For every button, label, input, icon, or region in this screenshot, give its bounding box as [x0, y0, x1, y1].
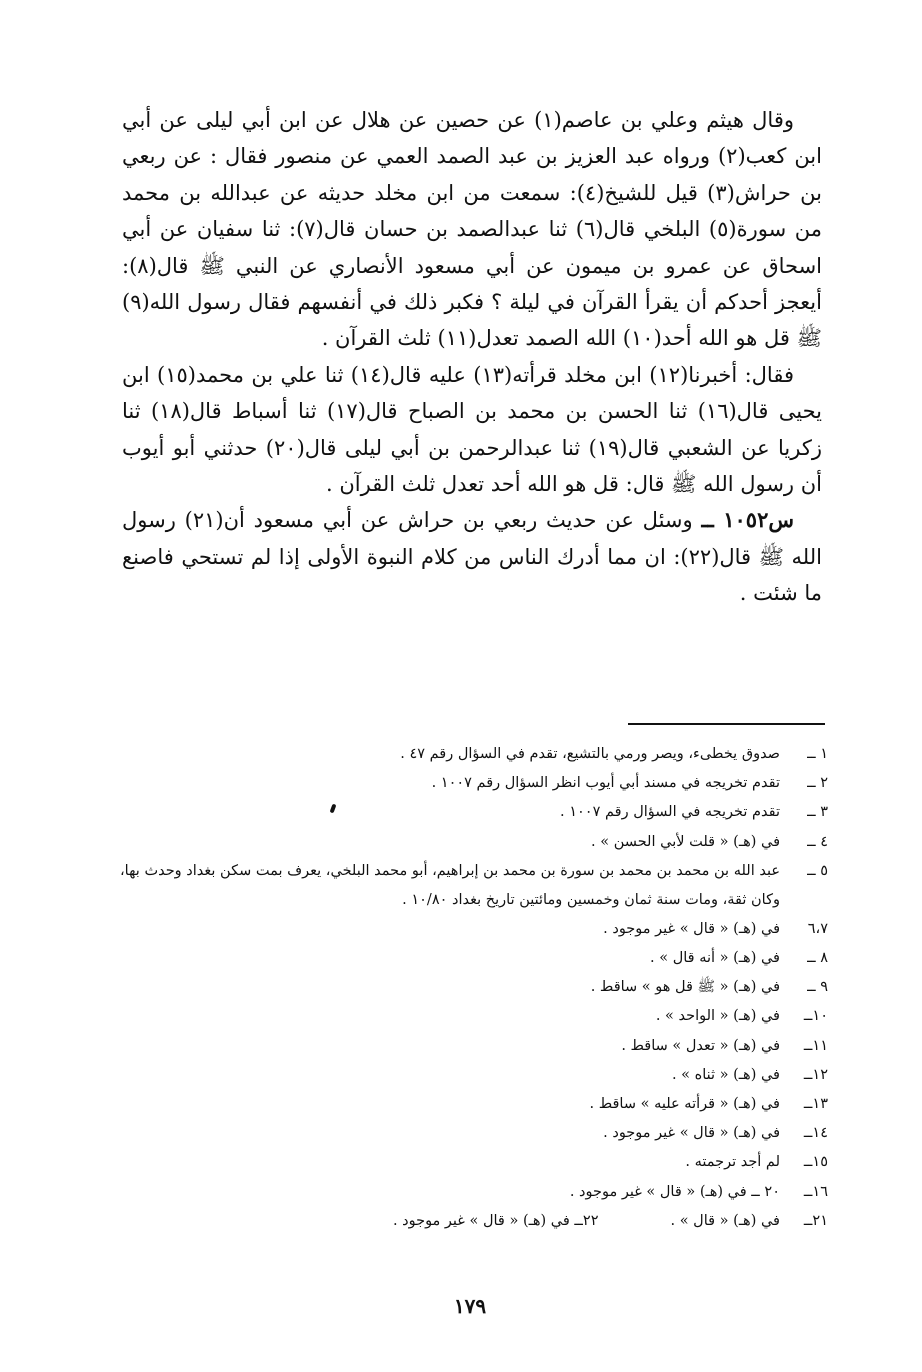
footnote-text: في (هـ) « قال » غير موجود . [603, 920, 780, 937]
footnote-text: في (هـ) « ثناه » . [671, 1066, 780, 1083]
footnote-9 [120, 973, 828, 1002]
footnote-number: ٦،٧ [807, 920, 828, 937]
footnote-number: ٩ ــ [807, 979, 828, 996]
footnote-text: في (هـ) « الواحد » . [655, 1008, 780, 1025]
footnote-8 [120, 944, 828, 973]
footnote-number: ١ ــ [807, 746, 828, 762]
footnote-text: عبد الله بن محمد بن محمد بن سورة بن محمد بن إبراهيم، أبو محمد البلخي، يعرف بمت سكن بغداد وحدث بها، وكان ثقة، ومات سنة ثمان وخمسين ومائتين تاريخ بغداد ١٠/٨٠ . [120, 862, 780, 908]
footnote-number: ١٢ــ [803, 1066, 828, 1083]
footnote-15 [120, 1148, 828, 1177]
footnote-2 [120, 769, 828, 798]
footnote-number: ١٠ــ [803, 1008, 828, 1025]
page-number: ١٧٩ [453, 1294, 487, 1318]
question-number: س١٠٥٢ ــ [701, 507, 794, 533]
footnote-number: ١٦ــ [803, 1183, 828, 1200]
footnote-text: في (هـ) « تعدل » ساقط . [621, 1037, 780, 1054]
footnote-22-text: ٢٢ــ في (هـ) « قال » غير موجود . [392, 1212, 599, 1229]
footnote-16-20 [120, 1178, 828, 1207]
footnote-text: في (هـ) « قال » . [670, 1212, 780, 1229]
footnote-number: ١١ــ [803, 1037, 828, 1054]
footnote-4 [120, 828, 828, 857]
footnote-number: ١٤ــ [803, 1125, 828, 1142]
footnotes [120, 740, 828, 1236]
footnote-text: صدوق يخطىء، ويصر ورمي بالتشيع، تقدم في السؤال رقم ٤٧ . [400, 746, 780, 762]
footnote-text: تقدم تخريجه في مسند أبي أيوب انظر السؤال رقم ١٠٠٧ . [431, 775, 780, 792]
footnote-text: لم أجد ترجمته . [685, 1154, 780, 1171]
footnote-number: ٢ ــ [807, 775, 828, 792]
footnote-number: ١٣ــ [803, 1096, 828, 1113]
footnote-number: ٤ ــ [807, 833, 828, 850]
paragraph-3 [122, 502, 822, 611]
footnote-12 [120, 1061, 828, 1090]
footnote-13 [120, 1090, 828, 1119]
footnote-5 [120, 857, 828, 915]
footnote-3 [120, 798, 828, 827]
footnote-number: ٨ ــ [807, 950, 828, 967]
footnote-number: ٢١ــ [803, 1212, 828, 1229]
footnote-text: في (هـ) « أنه قال » . [650, 950, 780, 967]
footnote-text: تقدم تخريجه في السؤال رقم ١٠٠٧ . [560, 804, 780, 821]
footnote-10 [120, 1002, 828, 1031]
footnote-11 [120, 1032, 828, 1061]
footnote-text: في (هـ) « ﷺ قل هو » ساقط . [590, 979, 780, 996]
paragraph-2: فقال: أخبرنا(١٢) ابن مخلد قرأته(١٣) عليه قال(١٤) ثنا علي بن محمد(١٥) ابن يحيى قال(١٦) ثنا الحسن بن محمد بن الصباح قال(١٧) ثنا أسباط قال(١٨) ثنا زكريا عن الشعبي قال(١٩) ثنا عبدالرحمن بن أبي ليلى قال(٢٠) حدثني أبو أيوب أن رسول الله ﷺ قال: قل هو الله أحد تعدل ثلث القرآن . [122, 362, 822, 497]
paragraph-3-text: وسئل عن حديث ربعي بن حراش عن أبي مسعود أن(٢١) رسول الله ﷺ قال(٢٢): ان مما أدرك الناس من كلام النبوة الأولى إذا لم تستحي فاصنع ما شئت . [122, 508, 822, 606]
footnote-text: في (هـ) « قال » غير موجود . [603, 1125, 780, 1142]
footnote-21-22 [120, 1207, 828, 1236]
footnote-text: ٢٠ ــ في (هـ) « قال » غير موجود . [569, 1183, 780, 1200]
footnote-6-7 [120, 915, 828, 944]
footnote-number: ١٥ــ [803, 1154, 828, 1171]
footnote-text: في (هـ) « قلت لأبي الحسن » . [591, 833, 780, 850]
footnote-number: ٥ ــ [807, 862, 828, 879]
paragraph-1: وقال هيثم وعلي بن عاصم(١) عن حصين عن هلال عن ابن أبي ليلى عن أبي ابن كعب(٢) ورواه عبد العزيز بن عبد الصمد العمي عن منصور فقال : عن ربعي بن حراش(٣) قيل للشيخ(٤): سمعت من ابن مخلد حديثه عن عبدالله بن محمد من سورة(٥) البلخي قال(٦) ثنا عبدالصمد بن حسان قال(٧): ثنا سفيان عن أبي اسحاق عن عمرو بن ميمون عن أبي مسعود الأنصاري عن النبي ﷺ قال(٨): أيعجز أحدكم أن يقرأ القرآن في ليلة ؟ فكبر ذلك في أنفسهم فقال رسول الله(٩) ﷺ قل هو الله أحد(١٠) الله الصمد تعدل(١١) ثلث القرآن . [122, 108, 823, 351]
footnote-divider [628, 723, 825, 725]
footnote-number: ٣ ــ [807, 804, 828, 821]
main-text [122, 102, 822, 612]
footnote-14 [120, 1119, 828, 1148]
footnote-1 [120, 740, 828, 769]
footnote-text: في (هـ) « قرأته عليه » ساقط . [589, 1096, 780, 1113]
